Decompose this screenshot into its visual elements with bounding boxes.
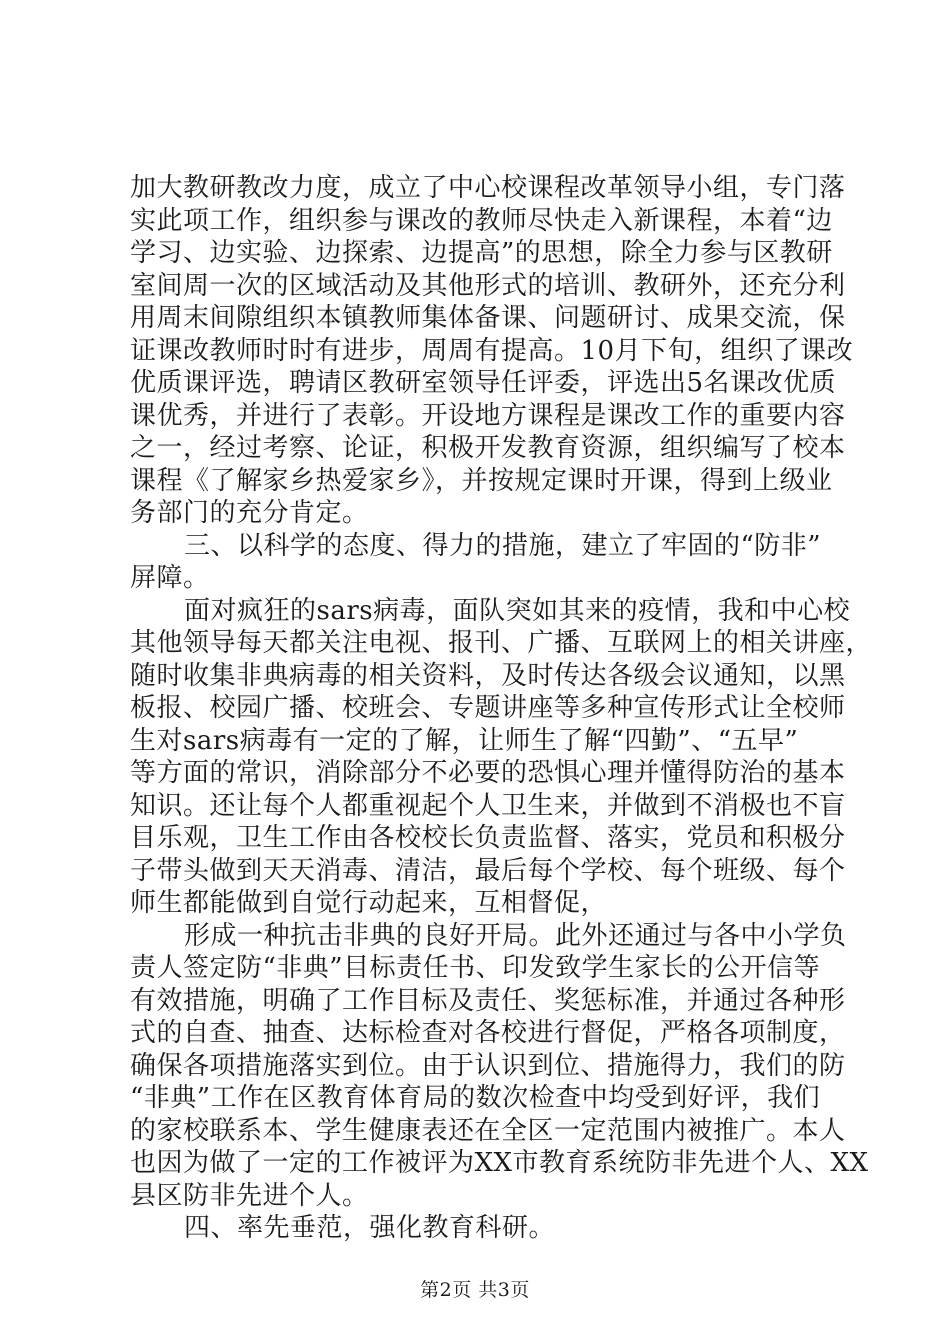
section-heading: 三、以科学的态度、得力的措施，建立了牢固的“防非”: [184, 530, 822, 561]
text-line: 确保各项措施落实到位。由于认识到位、措施得力，我们的防: [130, 1050, 846, 1081]
text-line: 实此项工作，组织参与课改的教师尽快走入新课程，本着“边: [130, 205, 833, 236]
text-line: 责人签定防“非典”目标责任书、印发致学生家长的公开信等: [130, 953, 821, 983]
text-line: 子带头做到天天消毒、清洁，最后每个学校、每个班级、每个: [130, 855, 846, 886]
text-line: “非典”工作在区教育体育局的数次检查中均受到好评，我们: [130, 1083, 821, 1113]
text-line: 板报、校园广播、校班会、专题讲座等多种宣传形式让全校师: [130, 693, 846, 723]
text-line: 式的自查、抽查、达标检查对各校进行督促，严格各项制度，: [130, 1018, 846, 1048]
text-line: 县区防非先进个人。: [130, 1180, 369, 1211]
text-line: 室间周一次的区域活动及其他形式的培训、教研外，还充分利: [130, 270, 846, 301]
text-line: 课程《了解家乡热爱家乡》，并按规定课时开课，得到上级业: [130, 465, 833, 496]
text-line: 其他领导每天都关注电视、报刊、广播、互联网上的相关讲座，: [130, 628, 873, 658]
text-line: 证课改教师时时有进步，周周有提高。10月下旬，组织了课改: [130, 335, 854, 366]
paragraph-start: 形成一种抗击非典的良好开局。此外还通过与各中小学负: [184, 920, 847, 951]
text-line: 课优秀，并进行了表彰。开设地方课程是课改工作的重要内容: [130, 400, 846, 431]
page-footer: 第2页 共3页: [420, 1279, 530, 1301]
text-line: 优质课评选，聘请区教研室领导任评委，评选出5名课改优质: [130, 368, 837, 398]
text-line: 用周末间隙组织本镇教师集体备课、问题研讨、成果交流，保: [130, 303, 846, 333]
text-line: 务部门的充分肯定。: [130, 498, 369, 528]
text-line: 随时收集非典病毒的相关资料，及时传达各级会议通知，以黑: [130, 660, 846, 691]
text-line: 有效措施，明确了工作目标及责任、奖惩标准，并通过各种形: [130, 985, 846, 1016]
text-line: 之一，经过考察、论证，积极开发教育资源，组织编写了校本: [130, 433, 846, 463]
text-line: 的家校联系本、学生健康表还在全区一定范围内被推广。本人: [130, 1115, 846, 1146]
text-line: 生对sars病毒有一定的了解，让师生了解“四勤”、“五早”: [130, 725, 799, 756]
text-line: 等方面的常识，消除部分不必要的恐惧心理并懂得防治的基本: [130, 758, 846, 788]
text-line: 学习、边实验、边探索、边提高”的思想，除全力参与区教研: [130, 238, 833, 268]
document-body: [130, 172, 873, 1245]
text-line: 加大教研教改力度，成立了中心校课程改革领导小组，专门落: [130, 173, 846, 203]
paragraph-start: 面对疯狂的sars病毒，面队突如其来的疫情，我和中心校: [184, 595, 851, 626]
text-line: 也因为做了一定的工作被评为XX市教育系统防非先进个人、XX: [130, 1148, 869, 1178]
text-line: 师生都能做到自觉行动起来，互相督促，: [130, 888, 608, 918]
section-heading: 四、率先垂范，强化教育科研。: [184, 1213, 556, 1243]
text-line: 知识。还让每个人都重视起个人卫生来，并做到不消极也不盲: [130, 790, 846, 821]
section-heading-continued: 屏障。: [130, 563, 210, 593]
text-line: 目乐观，卫生工作由各校校长负责监督、落实，党员和积极分: [130, 823, 846, 853]
